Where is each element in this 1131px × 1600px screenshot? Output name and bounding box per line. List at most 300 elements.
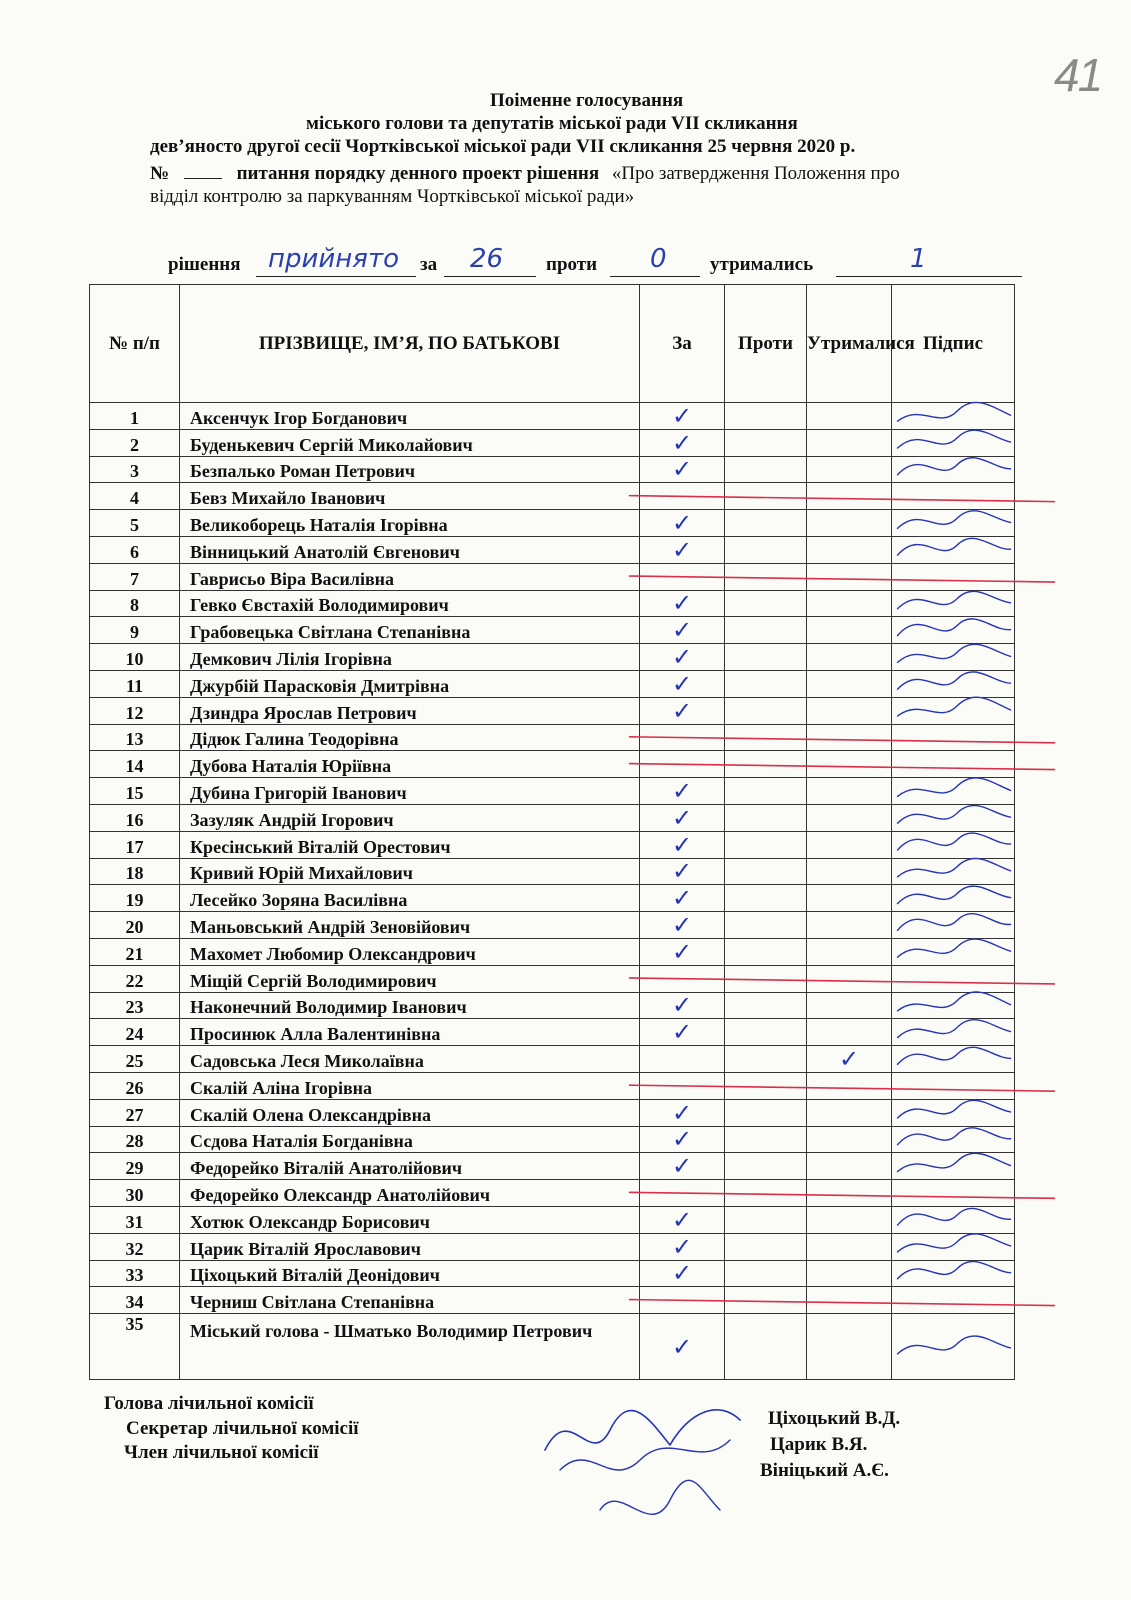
vote-against-cell — [725, 456, 807, 483]
table-row — [90, 536, 1015, 563]
item-number-blank — [184, 178, 222, 179]
vote-abstained-cell — [807, 1314, 892, 1380]
table-row — [90, 1072, 1015, 1099]
signature-cell — [892, 697, 1015, 724]
vote-for-cell — [640, 670, 725, 697]
checkmark-icon: ✓ — [671, 616, 693, 645]
vote-for-cell — [640, 1287, 725, 1314]
sheet-title: Поіменне голосування — [490, 90, 684, 111]
header-line-5: відділ контролю за паркуванням Чортківської міської ради» — [150, 186, 635, 207]
vote-against-cell — [725, 1287, 807, 1314]
table-row — [90, 1314, 1015, 1380]
vote-for-cell — [640, 483, 725, 510]
vote-against-cell — [725, 1233, 807, 1260]
vote-abstained-cell — [807, 644, 892, 671]
signature-cell — [892, 590, 1015, 617]
vote-for-cell — [640, 831, 725, 858]
deputy-name: Хотюк Олександр Борисович — [180, 1206, 640, 1233]
signature-cell — [892, 1019, 1015, 1046]
signature-cell — [892, 403, 1015, 430]
signature-cell — [892, 1233, 1015, 1260]
vote-for-cell — [640, 1206, 725, 1233]
commission-member-name: Вініцький А.Є. — [760, 1460, 889, 1481]
header-line-4 — [150, 163, 900, 185]
vote-abstained-cell — [807, 1072, 892, 1099]
vote-for-cell — [640, 644, 725, 671]
table-row — [90, 1019, 1015, 1046]
checkmark-icon: ✓ — [671, 455, 693, 484]
row-number: 10 — [90, 644, 180, 671]
signature-cell — [892, 885, 1015, 912]
deputy-name: Аксенчук Ігор Богданович — [180, 403, 640, 430]
vote-for-cell — [640, 429, 725, 456]
vote-against-cell — [725, 1153, 807, 1180]
table-row — [90, 670, 1015, 697]
deputy-name: Маньовський Андрій Зеновійович — [180, 912, 640, 939]
commission-member-label: Член лічильної комісії — [124, 1442, 319, 1463]
item-number-label: № — [150, 163, 170, 184]
table-row — [90, 644, 1015, 671]
table-row — [90, 1206, 1015, 1233]
signature-cell — [892, 1099, 1015, 1126]
row-number: 28 — [90, 1126, 180, 1153]
decision-value: прийнято — [268, 244, 399, 274]
vote-against-cell — [725, 1099, 807, 1126]
vote-for-cell — [640, 1314, 725, 1380]
vote-for-cell — [640, 885, 725, 912]
vote-against-cell — [725, 1126, 807, 1153]
vote-abstained-cell — [807, 1233, 892, 1260]
row-number: 16 — [90, 804, 180, 831]
vote-abstained-cell — [807, 563, 892, 590]
vote-abstained-cell — [807, 1019, 892, 1046]
deputy-name: Вінницький Анатолій Євгенович — [180, 536, 640, 563]
row-number: 26 — [90, 1072, 180, 1099]
checkmark-icon: ✓ — [671, 1205, 693, 1234]
for-value: 26 — [470, 244, 504, 274]
table-row — [90, 1180, 1015, 1207]
vote-abstained-cell — [807, 456, 892, 483]
vote-for-cell — [640, 1072, 725, 1099]
vote-abstained-cell — [807, 992, 892, 1019]
abstained-value: 1 — [910, 244, 927, 274]
row-number: 21 — [90, 938, 180, 965]
row-number: 6 — [90, 536, 180, 563]
vote-for-cell — [640, 403, 725, 430]
vote-against-cell — [725, 1206, 807, 1233]
vote-against-cell — [725, 938, 807, 965]
vote-for-cell — [640, 1180, 725, 1207]
checkmark-icon: ✓ — [671, 589, 693, 618]
row-number: 33 — [90, 1260, 180, 1287]
table-row — [90, 938, 1015, 965]
deputy-name: Кресінський Віталій Орестович — [180, 831, 640, 858]
page-number: 41 — [1054, 49, 1102, 101]
abstained-label: утримались — [710, 254, 814, 275]
vote-abstained-cell — [807, 1099, 892, 1126]
deputy-name: Демкович Лілія Ігорівна — [180, 644, 640, 671]
vote-for-cell — [640, 590, 725, 617]
signature-cell — [892, 1287, 1015, 1314]
vote-abstained-cell — [807, 751, 892, 778]
signature-cell — [892, 938, 1015, 965]
signature-cell — [892, 536, 1015, 563]
row-number: 11 — [90, 670, 180, 697]
vote-for-cell — [640, 510, 725, 537]
checkmark-icon: ✓ — [671, 509, 693, 538]
vote-abstained-cell — [807, 938, 892, 965]
deputy-name: Грабовецька Світлана Степанівна — [180, 617, 640, 644]
vote-against-cell — [725, 804, 807, 831]
table-row — [90, 563, 1015, 590]
deputy-name: Просинюк Алла Валентинівна — [180, 1019, 640, 1046]
row-number: 29 — [90, 1153, 180, 1180]
signature-cell — [892, 1260, 1015, 1287]
vote-abstained-cell — [807, 1206, 892, 1233]
deputy-name: Буденькевич Сергій Миколайович — [180, 429, 640, 456]
signature-cell — [892, 483, 1015, 510]
vote-for-cell — [640, 965, 725, 992]
for-label: за — [420, 254, 438, 275]
vote-abstained-cell — [807, 1126, 892, 1153]
checkmark-icon: ✓ — [671, 857, 693, 886]
deputy-name: Дзиндра Ярослав Петрович — [180, 697, 640, 724]
deputy-name: Лесейко Зоряна Василівна — [180, 885, 640, 912]
vote-against-cell — [725, 1019, 807, 1046]
signature-cell — [892, 1206, 1015, 1233]
signature-cell — [892, 429, 1015, 456]
row-number: 17 — [90, 831, 180, 858]
row-number: 23 — [90, 992, 180, 1019]
checkmark-icon: ✓ — [671, 1152, 693, 1181]
signature-cell — [892, 751, 1015, 778]
vote-against-cell — [725, 563, 807, 590]
row-number: 12 — [90, 697, 180, 724]
draft-decision-title: «Про затвердження Положення про — [611, 163, 900, 184]
signature-cell — [892, 510, 1015, 537]
checkmark-icon: ✓ — [671, 777, 693, 806]
deputy-name: Джурбій Парасковія Дмитрівна — [180, 670, 640, 697]
signature-cell — [892, 965, 1015, 992]
row-number: 18 — [90, 858, 180, 885]
deputy-name: Дубова Наталія Юріївна — [180, 751, 640, 778]
vote-abstained-cell — [807, 617, 892, 644]
vote-against-cell — [725, 778, 807, 805]
checkmark-icon: ✓ — [671, 696, 693, 725]
table-row — [90, 1099, 1015, 1126]
row-number: 20 — [90, 912, 180, 939]
deputy-name: Наконечний Володимир Іванович — [180, 992, 640, 1019]
vote-against-cell — [725, 510, 807, 537]
checkmark-icon: ✓ — [671, 803, 693, 832]
row-number: 27 — [90, 1099, 180, 1126]
decision-label: рішення — [168, 254, 241, 275]
vote-against-cell — [725, 992, 807, 1019]
deputy-name: Бевз Михайло Іванович — [180, 483, 640, 510]
col-header-signature: Підпис — [892, 285, 1015, 403]
vote-against-cell — [725, 885, 807, 912]
table-row — [90, 1233, 1015, 1260]
vote-for-cell — [640, 1260, 725, 1287]
vote-abstained-cell — [807, 1153, 892, 1180]
vote-abstained-cell — [807, 1260, 892, 1287]
vote-result-line — [168, 244, 1048, 284]
commission-chair-label: Голова лічильної комісії — [104, 1393, 314, 1414]
row-number: 22 — [90, 965, 180, 992]
vote-for-cell — [640, 751, 725, 778]
vote-for-cell — [640, 617, 725, 644]
vote-for-cell — [640, 912, 725, 939]
checkmark-icon: ✓ — [671, 830, 693, 859]
vote-against-cell — [725, 1072, 807, 1099]
deputy-name: Безпалько Роман Петрович — [180, 456, 640, 483]
vote-against-cell — [725, 965, 807, 992]
vote-for-cell — [640, 804, 725, 831]
row-number: 2 — [90, 429, 180, 456]
checkmark-icon: ✓ — [671, 1259, 693, 1288]
checkmark-icon: ✓ — [671, 1332, 693, 1361]
vote-abstained-cell — [807, 403, 892, 430]
row-number: 25 — [90, 1046, 180, 1073]
roll-call-table — [89, 284, 1015, 1380]
row-number: 13 — [90, 724, 180, 751]
row-number: 30 — [90, 1180, 180, 1207]
row-number: 14 — [90, 751, 180, 778]
checkmark-icon: ✓ — [671, 1125, 693, 1154]
table-row — [90, 483, 1015, 510]
col-header-against: Проти — [725, 285, 807, 403]
vote-abstained-cell — [807, 483, 892, 510]
table-row — [90, 1260, 1015, 1287]
checkmark-icon: ✓ — [671, 1098, 693, 1127]
row-number: 24 — [90, 1019, 180, 1046]
vote-abstained-cell — [807, 536, 892, 563]
vote-for-cell — [640, 992, 725, 1019]
deputy-name: Великоборець Наталія Ігорівна — [180, 510, 640, 537]
table-row — [90, 1153, 1015, 1180]
deputy-name: Гевко Євстахій Володимирович — [180, 590, 640, 617]
signature-cell — [892, 644, 1015, 671]
signature-cell — [892, 617, 1015, 644]
secretary-signature — [560, 1440, 730, 1470]
vote-against-cell — [725, 617, 807, 644]
deputy-name: Зазуляк Андрій Ігорович — [180, 804, 640, 831]
vote-abstained-cell — [807, 804, 892, 831]
checkmark-icon: ✓ — [671, 428, 693, 457]
vote-against-cell — [725, 670, 807, 697]
vote-abstained-cell — [807, 429, 892, 456]
vote-against-cell — [725, 403, 807, 430]
vote-against-cell — [725, 858, 807, 885]
table-row — [90, 617, 1015, 644]
commission-chair-name: Ціхоцький В.Д. — [768, 1408, 901, 1429]
table-row — [90, 1287, 1015, 1314]
vote-for-cell — [640, 456, 725, 483]
commission-secretary-label: Секретар лічильної комісії — [126, 1418, 359, 1439]
signature-cell — [892, 1126, 1015, 1153]
signature-cell — [892, 992, 1015, 1019]
deputy-name: Дубина Григорій Іванович — [180, 778, 640, 805]
vote-abstained-cell — [807, 510, 892, 537]
checkmark-icon: ✓ — [671, 1232, 693, 1261]
signature-cell — [892, 563, 1015, 590]
vote-for-cell — [640, 536, 725, 563]
deputy-name: Міщій Сергій Володимирович — [180, 965, 640, 992]
vote-abstained-cell — [807, 697, 892, 724]
checkmark-icon: ✓ — [671, 401, 693, 430]
checkmark-icon: ✓ — [671, 643, 693, 672]
signature-cell — [892, 456, 1015, 483]
row-number: 19 — [90, 885, 180, 912]
row-number: 15 — [90, 778, 180, 805]
vote-for-cell — [640, 1019, 725, 1046]
signature-cell — [892, 724, 1015, 751]
signature-cell — [892, 1314, 1015, 1380]
vote-for-cell — [640, 858, 725, 885]
table-row — [90, 724, 1015, 751]
row-number: 35 — [90, 1314, 180, 1380]
vote-abstained-cell — [807, 724, 892, 751]
header-line-3: дев’яносто другої сесії Чортківської міської ради VII скликання 25 червня 2020 р. — [150, 136, 856, 157]
col-header-abstained: Утрималися — [807, 285, 892, 403]
deputy-name: Кривий Юрій Михайлович — [180, 858, 640, 885]
signature-cell — [892, 858, 1015, 885]
row-number: 5 — [90, 510, 180, 537]
vote-against-cell — [725, 831, 807, 858]
col-header-name: ПРІЗВИЩЕ, ІМ’Я, ПО БАТЬКОВІ — [180, 285, 640, 403]
deputy-name: Махомет Любомир Олександрович — [180, 938, 640, 965]
deputy-name: Федорейко Олександр Анатолійович — [180, 1180, 640, 1207]
row-number: 1 — [90, 403, 180, 430]
signature-cell — [892, 912, 1015, 939]
table-row — [90, 1126, 1015, 1153]
vote-for-cell — [640, 1233, 725, 1260]
vote-abstained-cell — [807, 590, 892, 617]
table-row — [90, 804, 1015, 831]
deputy-name: Царик Віталій Ярославович — [180, 1233, 640, 1260]
deputy-name: Дідюк Галина Теодорівна — [180, 724, 640, 751]
deputy-name: Ссдова Наталія Богданівна — [180, 1126, 640, 1153]
checkmark-icon: ✓ — [671, 911, 693, 940]
table-row — [90, 965, 1015, 992]
against-value: 0 — [650, 244, 667, 274]
table-row — [90, 403, 1015, 430]
vote-against-cell — [725, 644, 807, 671]
row-number: 34 — [90, 1287, 180, 1314]
vote-for-cell — [640, 1046, 725, 1073]
signature-cell — [892, 831, 1015, 858]
signature-cell — [892, 670, 1015, 697]
checkmark-icon: ✓ — [838, 1045, 860, 1074]
vote-against-cell — [725, 590, 807, 617]
table-row — [90, 912, 1015, 939]
deputy-name: Гаврисьо Віра Василівна — [180, 563, 640, 590]
signature-cell — [892, 1046, 1015, 1073]
commission-secretary-name: Царик В.Я. — [770, 1434, 868, 1455]
abstained-blank — [836, 250, 1022, 277]
vote-for-cell — [640, 697, 725, 724]
checkmark-icon: ✓ — [671, 937, 693, 966]
col-header-number: № п/п — [90, 285, 180, 403]
table-row — [90, 778, 1015, 805]
deputy-name: Садовська Леся Миколаївна — [180, 1046, 640, 1073]
vote-abstained-cell — [807, 858, 892, 885]
vote-against-cell — [725, 1260, 807, 1287]
table-row — [90, 831, 1015, 858]
checkmark-icon: ✓ — [671, 669, 693, 698]
vote-against-cell — [725, 429, 807, 456]
vote-abstained-cell — [807, 1180, 892, 1207]
signature-cell — [892, 1072, 1015, 1099]
row-number: 31 — [90, 1206, 180, 1233]
deputy-name: Міський голова - Шматько Володимир Петрович — [180, 1314, 640, 1380]
vote-for-cell — [640, 1153, 725, 1180]
deputy-name: Скалій Олена Олександрівна — [180, 1099, 640, 1126]
vote-for-cell — [640, 1126, 725, 1153]
vote-against-cell — [725, 1314, 807, 1380]
col-header-for: За — [640, 285, 725, 403]
vote-against-cell — [725, 483, 807, 510]
checkmark-icon: ✓ — [671, 535, 693, 564]
vote-abstained-cell — [807, 1287, 892, 1314]
signature-cell — [892, 1153, 1015, 1180]
vote-for-cell — [640, 563, 725, 590]
vote-against-cell — [725, 751, 807, 778]
signature-cell — [892, 804, 1015, 831]
header-line-2: міського голови та депутатів міської ради VII скликання — [306, 113, 798, 134]
vote-abstained-cell — [807, 778, 892, 805]
vote-for-cell — [640, 1099, 725, 1126]
deputy-name: Скалій Аліна Ігорівна — [180, 1072, 640, 1099]
chair-signature — [545, 1410, 740, 1450]
table-row — [90, 510, 1015, 537]
against-label: проти — [546, 254, 598, 275]
vote-for-cell — [640, 938, 725, 965]
vote-against-cell — [725, 1180, 807, 1207]
table-row — [90, 858, 1015, 885]
table-row — [90, 590, 1015, 617]
vote-against-cell — [725, 724, 807, 751]
vote-against-cell — [725, 1046, 807, 1073]
vote-for-cell — [640, 724, 725, 751]
row-number: 32 — [90, 1233, 180, 1260]
vote-abstained-cell — [807, 912, 892, 939]
vote-abstained-cell — [807, 1046, 892, 1073]
member-signature — [600, 1480, 720, 1514]
vote-abstained-cell — [807, 670, 892, 697]
deputy-name: Ціхоцький Віталій Деонідович — [180, 1260, 640, 1287]
vote-abstained-cell — [807, 831, 892, 858]
deputy-name: Федорейко Віталій Анатолійович — [180, 1153, 640, 1180]
row-number: 7 — [90, 563, 180, 590]
table-row — [90, 697, 1015, 724]
table-row — [90, 885, 1015, 912]
checkmark-icon: ✓ — [671, 991, 693, 1020]
signature-cell — [892, 778, 1015, 805]
deputy-name: Черниш Світлана Степанівна — [180, 1287, 640, 1314]
table-row — [90, 751, 1015, 778]
table-row — [90, 429, 1015, 456]
vote-abstained-cell — [807, 965, 892, 992]
vote-for-cell — [640, 778, 725, 805]
row-number: 9 — [90, 617, 180, 644]
table-row — [90, 456, 1015, 483]
checkmark-icon: ✓ — [671, 884, 693, 913]
vote-against-cell — [725, 912, 807, 939]
vote-against-cell — [725, 536, 807, 563]
row-number: 8 — [90, 590, 180, 617]
signature-cell — [892, 1180, 1015, 1207]
